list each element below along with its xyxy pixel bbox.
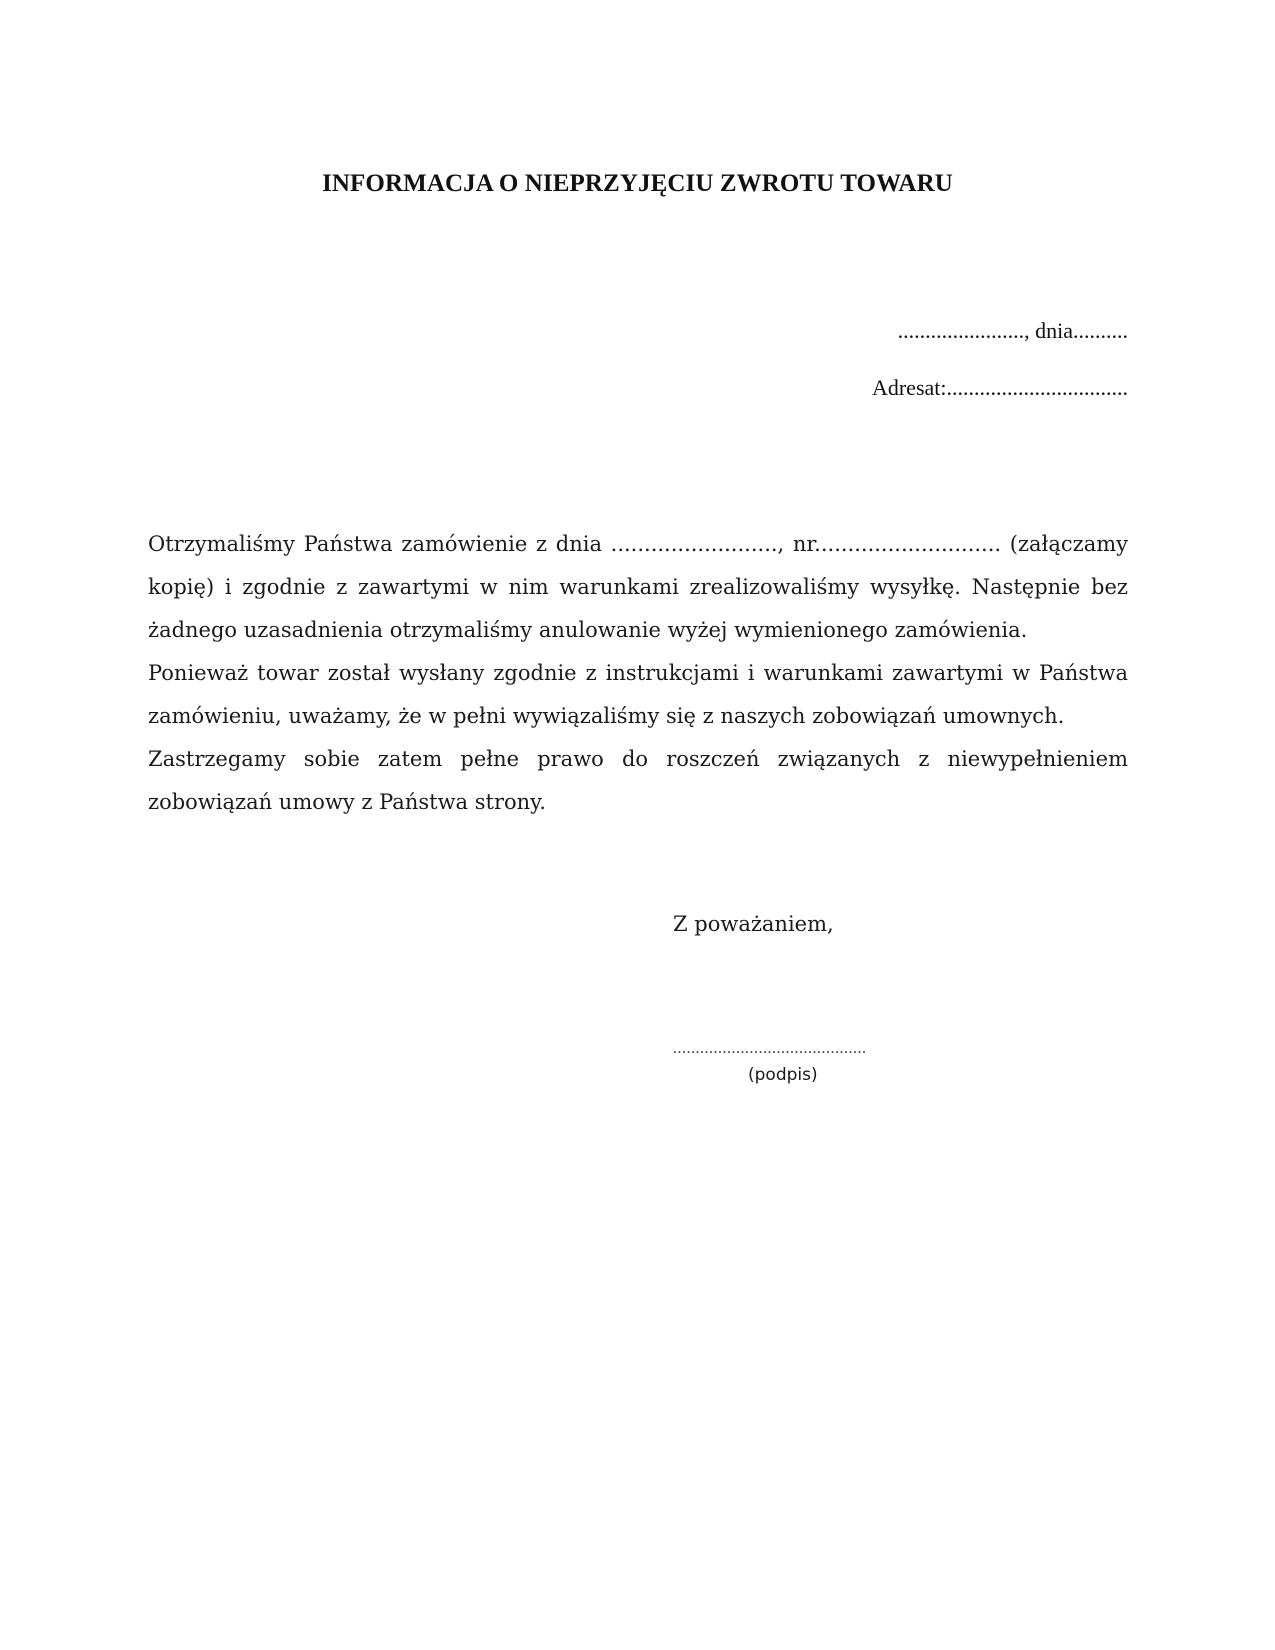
paragraph-claims: Zastrzegamy sobie zatem pełne prawo do roszczeń związanych z niewypełnieniem zobowiązań umowy z Państwa strony.	[148, 747, 1128, 814]
paragraph-order-info: Otrzymaliśmy Państwa zamówienie z dnia ........................., nr............................ (załączamy kopię) i zgodnie z zawartymi w nim warunkami zrealizowaliśmy wysyłkę. Następnie bez żadnego uzasadnienia otrzymaliśmy anulowanie wyżej wymienionego zamówienia.	[148, 532, 1128, 642]
paragraph-obligations: Ponieważ towar został wysłany zgodnie z instrukcjami i warunkami zawartymi w Państwa zamówieniu, uważamy, że w pełni wywiązaliśmy się z naszych zobowiązań umownych.	[148, 661, 1128, 728]
closing-salutation: Z poważaniem,	[673, 912, 834, 936]
place-date-line: ......................., dnia..........	[897, 318, 1128, 343]
letter-body	[148, 523, 1128, 824]
document-title: INFORMACJA O NIEPRZYJĘCIU ZWROTU TOWARU	[322, 170, 953, 197]
signature-label: (podpis)	[748, 1065, 818, 1085]
addressee-line: Adresat:.................................	[871, 375, 1128, 400]
signature-line: ...........................................	[673, 1040, 867, 1057]
